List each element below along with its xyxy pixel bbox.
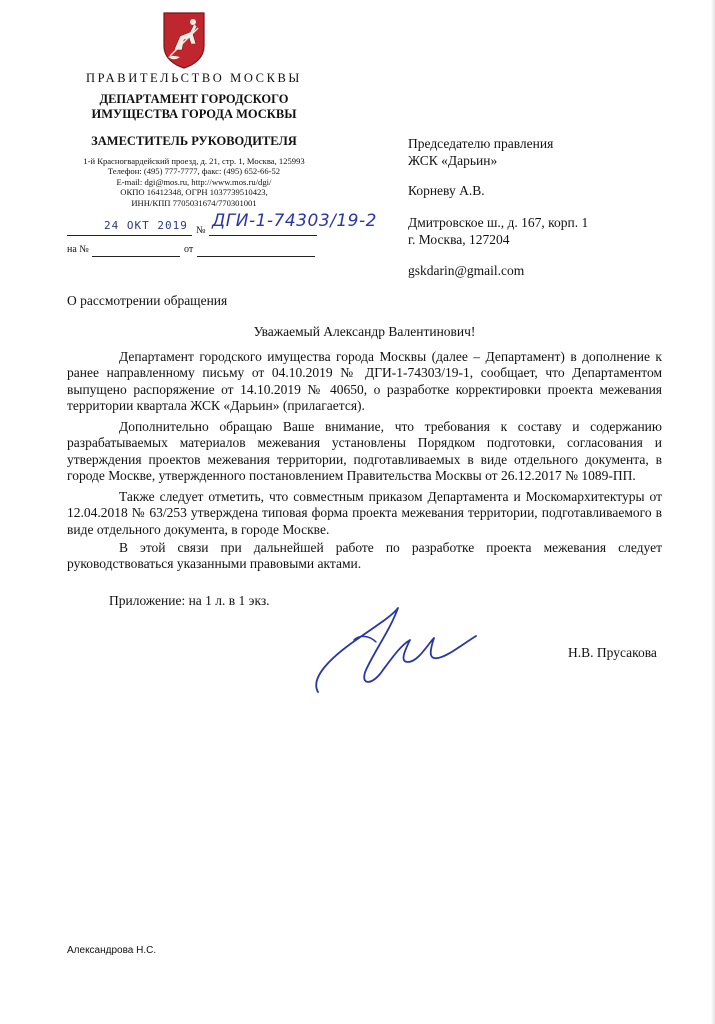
position-title: ЗАМЕСТИТЕЛЬ РУКОВОДИТЕЛЯ (91, 134, 297, 148)
recipient-address-line1: Дмитровское ш., д. 167, корп. 1 (408, 215, 589, 230)
registration-number-handwritten: ДГИ-1-74303/19-2 (212, 211, 377, 231)
recipient-email: gskdarin@gmail.com (408, 263, 525, 278)
recipient-name: Корневу А.В. (408, 183, 485, 198)
body-paragraph-1: Департамент городского имущества города Москвы (далее – Департамент) в дополнение к ранее направленному письму от 04.10.2019 № ДГИ-1-74303/19-1, сообщает, что Департаментом выпущено распоряжение от 14.10.2019 № 40650, о разработке корректировки проекта межевания территории квартала ЖСК «Дарьин» (прилагается). (67, 349, 662, 413)
executor-name: Александрова Н.С. (67, 945, 157, 956)
number-sign: № (196, 225, 206, 236)
body-paragraph-4: В этой связи при дальнейшей работе по разработке проекта межевания следует руководствоваться указанными правовыми актами. (67, 540, 662, 572)
body-paragraph-2: Дополнительно обращаю Ваше внимание, что требования к составу и содержанию разрабатываемых материалов межевания установлены Порядком подготовки, согласования и утверждения проектов межевания территории, подготавливаемых в виде отдельного документа, в городе Москве, утвержденного постановлением Правительства Москвы от 26.12.2017 № 1089-ПП. (67, 419, 662, 483)
department-contacts (40, 156, 348, 208)
registration-date-stamp: 24 ОКТ 2019 (104, 219, 188, 232)
recipient-position: Председателю правления (408, 136, 554, 151)
from-label: от (184, 244, 194, 255)
department-address: 1-й Красногвардейский проезд, д. 21, стр. 1, Москва, 125993 (83, 156, 305, 166)
attachment-note: Приложение: на 1 л. в 1 экз. (109, 593, 270, 608)
date-line (67, 235, 192, 236)
handwritten-signature-icon (300, 600, 500, 700)
department-okpo: ОКПО 16412348, ОГРН 1037739510423, (120, 187, 268, 198)
moscow-coat-of-arms-icon (160, 10, 208, 70)
department-inn: ИНН/КПП 7705031674/770301001 (131, 197, 257, 208)
number-line (209, 235, 317, 236)
department-phone: Телефон: (495) 777-7777, факс: (495) 652-66-52 (107, 166, 281, 177)
recipient-organization: ЖСК «Дарьин» (408, 153, 498, 168)
government-title: ПРАВИТЕЛЬСТВО МОСКВЫ (86, 71, 302, 85)
department-name-line2: ИМУЩЕСТВА ГОРОДА МОСКВЫ (91, 107, 297, 121)
greeting: Уважаемый Александр Валентинович! (253, 324, 476, 339)
in-reply-label: на № (67, 244, 89, 255)
department-name-line1: ДЕПАРТАМЕНТ ГОРОДСКОГО (99, 92, 289, 106)
department-email: E-mail: dgi@mos.ru, http://www.mos.ru/dgi/ (116, 176, 272, 187)
signatory-name: Н.В. Прусакова (568, 645, 657, 660)
scan-edge-shadow (711, 0, 715, 1024)
in-reply-line (92, 256, 180, 257)
recipient-address-line2: г. Москва, 127204 (408, 232, 510, 247)
body-paragraph-3: Также следует отметить, что совместным приказом Департамента и Москомархитектуры от 12.04.2018 № 63/253 утверждена типовая форма проекта межевания территории, подготавливаемого в виде отдельного документа, в городе Москве. (67, 489, 662, 537)
letter-subject: О рассмотрении обращения (67, 293, 228, 308)
from-line (197, 256, 315, 257)
